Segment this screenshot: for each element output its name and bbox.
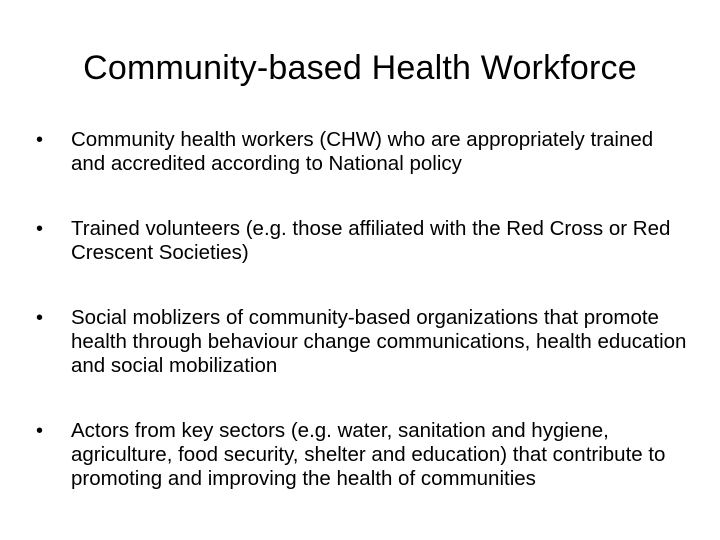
bullet-list	[36, 128, 692, 532]
bullet-icon: •	[36, 129, 44, 151]
bullet-item-chw	[36, 128, 692, 176]
bullet-item-social-mobilizers	[36, 306, 692, 378]
slide-title: Community-based Health Workforce	[83, 49, 637, 87]
bullet-item-key-sector-actors	[36, 419, 692, 491]
bullet-text: Trained volunteers (e.g. those affiliated with the Red Cross or Red Crescent Societies)	[71, 217, 671, 264]
bullet-text: Actors from key sectors (e.g. water, sanitation and hygiene, agriculture, food security, shelter and education) that contribute to promoting and improving the health of communities	[71, 419, 666, 490]
bullet-icon: •	[36, 420, 44, 442]
bullet-text: Community health workers (CHW) who are appropriately trained and accredited according to National policy	[71, 128, 654, 175]
bullet-item-volunteers	[36, 217, 692, 265]
bullet-icon: •	[36, 218, 44, 240]
bullet-text: Social moblizers of community-based organizations that promote health through behaviour change communications, health education and social mobilization	[71, 306, 687, 377]
bullet-icon: •	[36, 307, 44, 329]
